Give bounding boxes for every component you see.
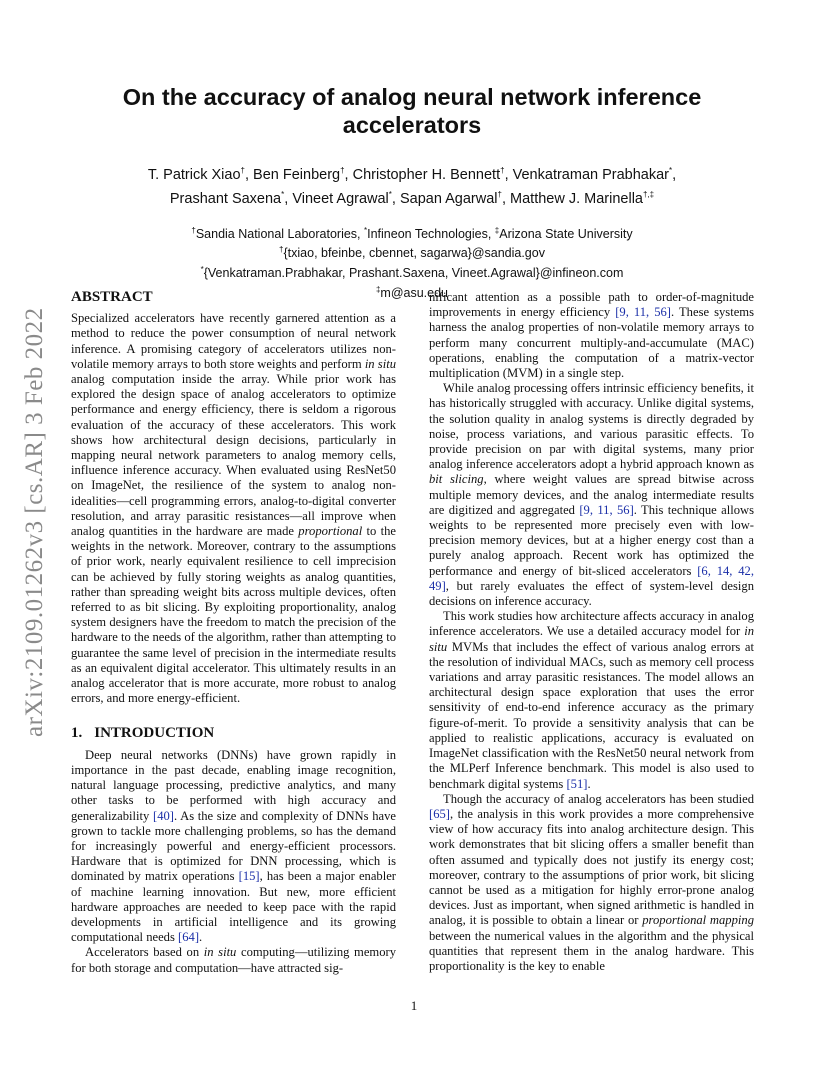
page-number: 1 — [410, 998, 418, 1013]
author — [170, 191, 284, 207]
intro-paragraph-1 — [71, 748, 396, 946]
italic-run: proportional — [298, 524, 363, 539]
citation-link[interactable]: [65] — [429, 806, 450, 821]
author-name: Christopher H. Bennett — [352, 166, 501, 183]
author — [253, 167, 345, 183]
text-run: Deep neural networks (DNNs) have grown rapidly in importance in the past decade, enabling image recognition, natural language processing, predictive analytics, and many other tasks to be performed with high accuracy and generalizability — [71, 747, 396, 823]
affiliation-text: Sandia National Laboratories, — [195, 226, 364, 241]
paper-title: On the accuracy of analog neural network inference accelerators — [122, 84, 702, 138]
abstract-paragraph — [71, 311, 396, 706]
italic-run: in situ — [364, 356, 396, 371]
author-name: Venkatraman Prabhakar — [512, 166, 669, 183]
text-run: . — [199, 930, 203, 945]
arxiv-identifier: arXiv:2109.01262v3 [cs.AR] 3 Feb 2022 — [21, 307, 48, 737]
text-run: . This technique allows weights to be represented more precisely even with low-precision memory devices, but at a higher energy cost than a purely analog approach. Recent work has optimized the performance and energy of bit-sliced accelerators — [429, 502, 755, 578]
text-run: nificant attention as a possible path to order-of-magnitude improvements in energy efficiency — [429, 290, 754, 320]
text-run: , where weight values are spread bitwise across multiple memory devices, and the analog intermediate results are digitized and aggregated — [429, 472, 754, 517]
text-run: While analog processing offers intrinsic efficiency benefits, it has historically struggled with accuracy. Unlike digital systems, the solution quality in analog systems is directly degraded by noise, process variations, and various parasitic effects. To provide precision on par with digital systems, many prior analog inference accelerators adopt a hybrid approach known as — [429, 381, 754, 472]
citation-link[interactable]: [9, 11, 56] — [579, 502, 634, 517]
author — [513, 167, 673, 183]
author-name: T. Patrick Xiao — [147, 166, 241, 183]
section-number: 1. — [71, 725, 83, 742]
text-run: MVMs that includes the effect of various analog errors at the resolution of individual MACs, such as memory cell process variations and array parasitic resistances. The model allows an architectural design space exploration that uses the error sensitivity of end-to-end inference accuracy as the primary figure-of-merit. To provide a sensitivity analysis that can be applied to realistic applications, accuracy is evaluated on ImageNet classification with the ResNet50 neural network from the MLPerf Inference benchmark. This model is also used to benchmark digital systems — [429, 639, 754, 791]
citation-link[interactable]: [64] — [178, 930, 200, 945]
text-run: . These systems harness the analog properties of non-volatile memory arrays to perform many concurrent multiply-and-accumulate (MAC) operations, enabling the computation of a matrix-vector multiplication (MVM) in a single step. — [429, 305, 754, 381]
author-name: Ben Feinberg — [253, 166, 341, 183]
text-run: Accelerators based on — [85, 945, 204, 960]
text-run: , has been a major enabler of machine learning innovation. But new, more efficient hardware approaches are needed to keep pace with the rapid developments in artificial intelligence and its growing computational needs — [71, 869, 396, 945]
author — [400, 191, 502, 207]
affiliation-mark: † — [191, 225, 196, 235]
italic-run: bit slicing — [429, 472, 484, 487]
author-name: Vineet Agrawal — [292, 190, 389, 207]
italic-run: in situ — [203, 945, 237, 960]
affiliation-line-institutions — [70, 223, 754, 243]
italic-run: proportional mapping — [642, 913, 754, 928]
text-run: computing—utilizing memory for both storage and computation—have attracted sig- — [71, 945, 396, 975]
intro-paragraph-2 — [71, 945, 396, 975]
email-text: {txiao, bfeinbe, cbennet, sagarwa}@sandia.gov — [283, 246, 545, 261]
author-affiliation-mark: † — [240, 166, 245, 175]
affiliation-mark: ‡ — [494, 225, 500, 235]
author-affiliation-mark: * — [388, 189, 392, 199]
citation-link[interactable]: [51] — [566, 776, 588, 791]
text-run: between the numerical values in the algorithm and the physical quantities that represent them in the analog hardware. This proportionality is the key to enable — [429, 928, 754, 973]
author-affiliation-mark: † — [497, 189, 502, 199]
text-run: Specialized accelerators have recently garnered attention as a method to reduce the power consumption of neural network inference. A promising category of accelerators utilizes non-volatile memory arrays to both store weights and perform — [71, 311, 396, 371]
author-name: Prashant Saxena — [169, 190, 282, 207]
author — [353, 167, 505, 183]
right-paragraph-4 — [429, 792, 754, 974]
author-list: T. Patrick Xiao†, Ben Feinberg†, Christopher H. Bennett†, Venkatraman Prabhakar*, Prashant Saxena*, Vineet Agrawal*, Sapan Agarwal†, Matthew J. Marinella†,‡ — [147, 166, 677, 207]
text-run: to the weights in the network. Moreover, contrary to the assumptions of prior work, nearly equivalent resilience to cell imprecision can be achieved by fully storing weights as analog quantities, rather than spreading weight bits across multiple devices, often referred to as bit slicing. By exploiting proportionality, analog system designers have the freedom to match the precision of the hardware to the needs of the algorithm, rather than attempting to guarantee the same level of precision in the intermediate results as an equivalent digital accelerator. This ultimately results in an analog accelerator that is more accurate, more robust to analog errors, and more energy-efficient. — [71, 524, 396, 706]
abstract-heading: ABSTRACT — [71, 289, 153, 305]
text-run: , but rarely evaluates the effect of system-level design decisions on inference accuracy. — [429, 578, 754, 609]
email-text: m@asu.edu — [380, 285, 449, 300]
right-paragraph-1 — [429, 290, 754, 381]
right-column — [429, 290, 754, 974]
affiliation-mark: * — [200, 264, 204, 274]
author — [510, 191, 654, 207]
author-name: Matthew J. Marinella — [510, 190, 643, 207]
text-run: . As the size and complexity of DNNs have grown to tackle more challenging problems, so has the demand for increasingly powerful and energy-efficient processors. Hardware that is optimized for DNN processing, which is dominated by matrix operations — [71, 808, 396, 884]
affiliation-mark: ‡ — [375, 284, 381, 294]
affiliation-line-sandia-email — [70, 242, 754, 262]
affiliation-text: Infineon Technologies, — [367, 226, 495, 241]
author-affiliation-mark: †,‡ — [643, 189, 655, 199]
text-run: analog computation inside the array. While prior work has explored the design space of analog accelerators to optimize performance and energy efficiency, there is seldom a rigorous evaluation of the accuracy of these accelerators. This work shows how architectural design decisions, particularly in mapping neural network parameters to analog memory cells, influence inference accuracy. When evaluated using ResNet50 on ImageNet, the resilience of the system to analog non-idealities—cell programming errors, analog-to-digital converter resolution, and array parasitic resistances—all improve when analog quantities in the hardware are made — [71, 372, 396, 539]
paper-header — [70, 83, 754, 301]
author-affiliation-mark: * — [669, 166, 673, 175]
author — [148, 167, 245, 183]
affiliation-line-infineon-email — [70, 262, 754, 282]
affiliation-mark: † — [279, 245, 284, 255]
text-run: This work studies how architecture affects accuracy in analog inference accelerators. We use a detailed accuracy model for — [429, 609, 754, 639]
text-run: , the analysis in this work provides a more comprehensive view of how accuracy fits into analog architecture design. This work demonstrates that bit slicing offers a smaller benefit than often assumed and typically does not justify its energy cost; moreover, contrary to the assumptions of prior work, bit slicing cannot be used as a mitigation for highly error-prone analog devices. Just as important, when signed arithmetic is handled in analog, it is possible to obtain a linear or — [429, 806, 754, 928]
section-title: INTRODUCTION — [94, 725, 215, 742]
right-paragraph-2 — [429, 381, 754, 609]
italic-run: in situ — [429, 624, 754, 654]
right-paragraph-3 — [429, 609, 754, 791]
introduction-heading — [71, 726, 396, 741]
citation-link[interactable]: [15] — [238, 869, 260, 884]
text-run: Though the accuracy of analog accelerators has been studied — [443, 791, 754, 806]
affiliation-mark: * — [364, 225, 368, 235]
text-run: . — [587, 776, 591, 791]
affiliation-text: Arizona State University — [499, 226, 633, 241]
citation-link[interactable]: [40] — [153, 808, 174, 823]
citation-link[interactable]: [6, 14, 42, 49] — [429, 563, 754, 593]
email-text: {Venkatraman.Prabhakar, Prashant.Saxena, Vineet.Agrawal}@infineon.com — [203, 266, 624, 281]
author-affiliation-mark: † — [500, 166, 505, 175]
author-name: Sapan Agarwal — [399, 190, 498, 207]
author-affiliation-mark: † — [340, 166, 345, 175]
citation-link[interactable]: [9, 11, 56] — [615, 305, 672, 320]
author-affiliation-mark: * — [281, 189, 285, 199]
left-column — [71, 290, 396, 976]
author — [292, 191, 392, 207]
